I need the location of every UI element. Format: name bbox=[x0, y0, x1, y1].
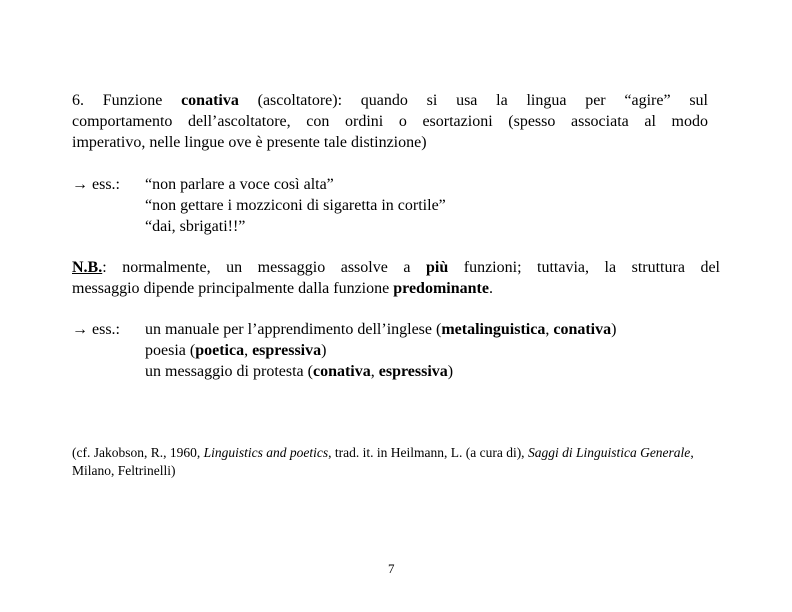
italic-title: Saggi di Linguistica Generale bbox=[527, 445, 691, 460]
example-item bbox=[145, 361, 616, 382]
bold-term: predominante bbox=[393, 280, 489, 297]
example-item bbox=[145, 319, 616, 340]
bold-term: espressiva bbox=[378, 363, 448, 380]
examples-label: → ess.: bbox=[72, 176, 120, 193]
text-segment: , trad. it. in Heilmann, L. (a cura di), bbox=[328, 445, 528, 460]
text-segment: . bbox=[488, 280, 493, 297]
example-item bbox=[145, 340, 616, 361]
text-segment: , bbox=[370, 363, 379, 380]
citation-line: Milano, Feltrinelli) bbox=[72, 463, 176, 478]
bold-term: metalinguistica bbox=[441, 321, 546, 338]
paragraph-line bbox=[72, 257, 720, 278]
text-segment: funzioni; tuttavia, la struttura del bbox=[448, 259, 721, 276]
bold-term: più bbox=[425, 259, 449, 276]
text-segment: : normalmente, un messaggio assolve a bbox=[102, 259, 426, 276]
text-segment: , bbox=[244, 342, 253, 359]
paragraph-conative-function bbox=[72, 90, 708, 153]
text-segment: ) bbox=[321, 342, 327, 359]
bold-term: conativa bbox=[181, 92, 239, 109]
bold-term: espressiva bbox=[252, 342, 322, 359]
paragraph-line bbox=[72, 90, 708, 111]
examples-label: → ess.: bbox=[72, 321, 120, 338]
text-segment: un messaggio di protesta ( bbox=[145, 363, 313, 380]
italic-title: Linguistics and poetics bbox=[203, 445, 329, 460]
bold-term: conativa bbox=[553, 321, 612, 338]
text-segment: poesia ( bbox=[145, 342, 196, 359]
paragraph-line: imperativo, nelle lingue ove è presente tale distinzione) bbox=[72, 134, 427, 151]
text-segment: , bbox=[690, 445, 694, 460]
bold-term: conativa bbox=[312, 363, 371, 380]
nb-label: N.B. bbox=[72, 259, 103, 276]
page-number: 7 bbox=[388, 561, 395, 576]
text-segment: (cf. Jakobson, R., 1960, bbox=[72, 445, 204, 460]
text-segment: 6. Funzione bbox=[72, 92, 182, 109]
paragraph-line bbox=[72, 278, 720, 299]
examples-list bbox=[145, 319, 616, 382]
bold-term: poetica bbox=[195, 342, 245, 359]
citation-line bbox=[72, 444, 722, 462]
text-segment: ) bbox=[447, 363, 454, 380]
text-segment: un manuale per l’apprendimento dell’inglese ( bbox=[145, 321, 442, 338]
examples-list bbox=[145, 174, 446, 237]
example-item: “non gettare i mozziconi di sigaretta in cortile” bbox=[145, 197, 446, 214]
text-segment: messaggio dipende principalmente dalla funzione bbox=[72, 280, 394, 297]
paragraph-line: comportamento dell’ascoltatore, con ordini o esortazioni (spesso associata al modo bbox=[72, 113, 708, 130]
citation bbox=[72, 444, 722, 480]
example-item: “non parlare a voce così alta” bbox=[145, 176, 334, 193]
example-item: “dai, sbrigati!!” bbox=[145, 218, 246, 235]
paragraph-nb bbox=[72, 257, 720, 299]
text-segment: ) bbox=[611, 321, 617, 338]
text-segment: , bbox=[545, 321, 554, 338]
text-segment: (ascoltatore): quando si usa la lingua per “agire” sul bbox=[238, 92, 709, 109]
